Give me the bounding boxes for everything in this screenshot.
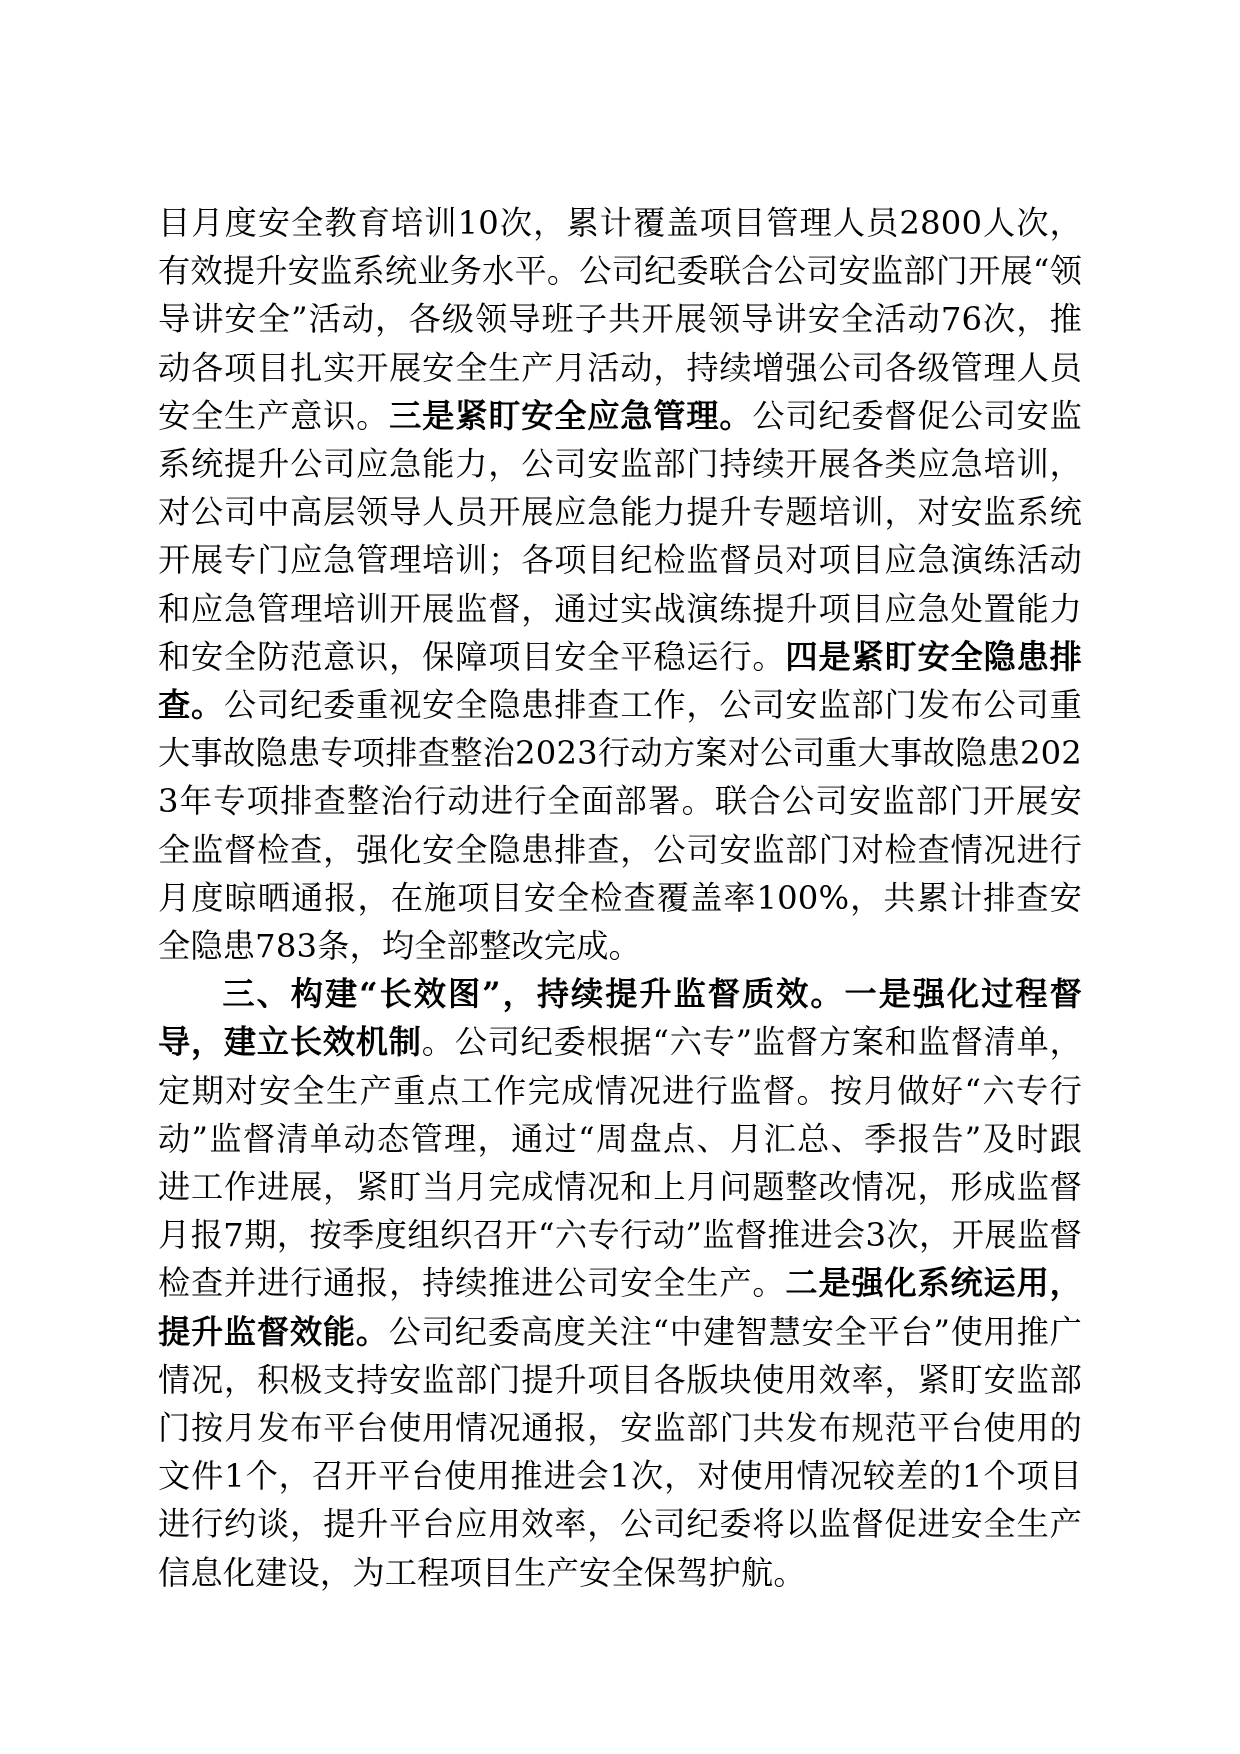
paragraph-2-text-2: 公司纪委高度关注“中建智慧安全平台”使用推广情况，积极支持安监部门提升项目各版块使用效率，紧盯安监部门按月发布平台使用情况通报，安监部门共发布规范平台使用的文件1个，召开平台使用推进会1次，对使用情况较差的1个项目进行约谈，提升平台应用效率，公司纪委将以监督促进安全生产信息化建设，为工程项目生产安全保驾护航。 bbox=[158, 1312, 1083, 1592]
paragraph-2-heading-2: 二是强化系统运用，提升监督效能。 bbox=[158, 1264, 1082, 1351]
paragraph-2 bbox=[158, 970, 1082, 1597]
paragraph-1-heading-4: 四是紧盯安全隐患排查。 bbox=[158, 637, 1082, 725]
document-body bbox=[158, 199, 1082, 1597]
paragraph-1-text-2: 公司纪委督促公司安监系统提升公司应急能力，公司安监部门持续开展各类应急培训，对公司中高层领导人员开展应急能力提升专题培训，对安监系统开展专门应急管理培训；各项目纪检监督员对项目应急演练活动和应急管理培训开展监督，通过实战演练提升项目应急处置能力和安全防范意识，保障项目安全平稳运行。 bbox=[158, 396, 1082, 676]
paragraph-2-text-1: 。公司纪委根据“六专”监督方案和监督清单，定期对安全生产重点工作完成情况进行监督。按月做好“六专行动”监督清单动态管理，通过“周盘点、月汇总、季报告”及时跟进工作进展，紧盯当月完成情况和上月问题整改情况，形成监督月报7期，按季度组织召开“六专行动”监督推进会3次，开展监督检查并进行通报，持续推进公司安全生产。 bbox=[158, 1023, 1082, 1303]
paragraph-1-heading-3: 三是紧盯安全应急管理。 bbox=[389, 396, 753, 435]
section-3-heading: 三、构建“长效图”，持续提升监督质效。一是强化过程督导，建立长效机制 bbox=[158, 975, 1082, 1062]
paragraph-1-text-3: 公司纪委重视安全隐患排查工作，公司安监部门发布公司重大事故隐患专项排查整治2023行动方案对公司重大事故隐患2023年专项排查整治行动进行全面部署。联合公司安监部门开展安全监督检查，强化安全隐患排查，公司安监部门对检查情况进行月度晾晒通报，在施项目安全检查覆盖率100%，共累计排查安全隐患783条，均全部整改完成。 bbox=[158, 686, 1082, 966]
paragraph-1 bbox=[158, 199, 1082, 970]
paragraph-1-text-1: 目月度安全教育培训10次，累计覆盖项目管理人员2800人次，有效提升安监系统业务水平。公司纪委联合公司安监部门开展“领导讲安全”活动，各级领导班子共开展领导讲安全活动76次，推动各项目扎实开展安全生产月活动，持续增强公司各级管理人员安全生产意识。 bbox=[158, 204, 1082, 435]
